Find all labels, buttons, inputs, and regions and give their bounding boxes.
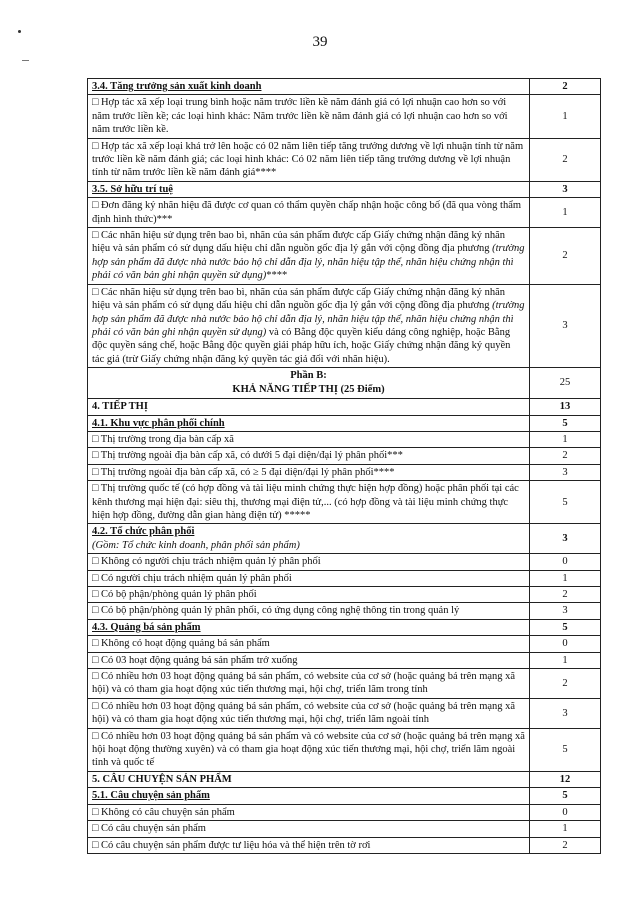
criterion-cell xyxy=(88,669,530,699)
criterion-row xyxy=(88,464,601,480)
part-header-row xyxy=(88,368,601,399)
criterion-cell xyxy=(88,804,530,820)
criterion-cell xyxy=(88,771,530,787)
criterion-text: □ Các nhãn hiệu sử dụng trên bao bì, nhãn của sản phẩm được cấp Giấy chứng nhận đăng ký nhãn hiệu và sản phẩm có sử dụng dấu hiệu chỉ dẫn nguồn gốc địa lý gắn với cộng đồng địa phương xyxy=(92,230,505,255)
criterion-text: □ Đơn đăng ký nhãn hiệu đã được cơ quan có thẩm quyền chấp nhận hoặc công bố (đã qua vòng thẩm định hình thức)*** xyxy=(92,200,522,225)
heading-text: 4.1. Khu vực phân phối chính xyxy=(92,417,225,429)
score-cell: 3 xyxy=(530,284,601,367)
criterion-text-tail: **** xyxy=(266,270,288,282)
score-cell: 3 xyxy=(530,698,601,728)
section-header-row xyxy=(88,771,601,787)
score-cell: 1 xyxy=(530,652,601,668)
criterion-cell xyxy=(88,619,530,635)
score-cell: 1 xyxy=(530,570,601,586)
criterion-row xyxy=(88,228,601,285)
criterion-cell xyxy=(88,399,530,415)
criterion-text: □ Thị trường quốc tế (có hợp đồng và tài liệu minh chứng thực hiện hợp đồng) hoặc phân phối tại các kênh thương mại hiện đại: siêu thị, thương mại điện tử,... (có hợp đồng và tài liệu minh chứng thực hiện hợp đồng, đường dẫn gian hàng điện tử) ***** xyxy=(92,483,519,521)
criterion-cell xyxy=(88,587,530,603)
criterion-text: □ Có nhiều hơn 03 hoạt động quảng bá sản phẩm, có website của cơ sở (hoặc quảng bá trên mạng xã hội) và có tham gia hoạt động xúc tiến thương mại, hội chợ, triển lãm ngoài tỉnh xyxy=(92,700,516,726)
criterion-cell xyxy=(88,138,530,181)
score-cell: 2 xyxy=(530,79,601,95)
criterion-cell xyxy=(88,415,530,431)
part-subtitle: KHẢ NĂNG TIẾP THỊ (25 Điểm) xyxy=(232,384,385,396)
score-cell: 25 xyxy=(530,368,601,399)
criterion-italic-note: (trường hợp sản phẩm đã được nhà nước bảo hộ chỉ dẫn địa lý, nhãn hiệu tập thể, nhãn hiệu chứng nhận thì phải có văn bản ghi nhận quyền sử dụng) xyxy=(92,243,525,282)
criterion-cell xyxy=(88,652,530,668)
criterion-row xyxy=(88,138,601,181)
ocop-scoring-table xyxy=(87,78,601,854)
criterion-row xyxy=(88,448,601,464)
criterion-text: □ Có 03 hoạt động quảng bá sản phẩm trở xuống xyxy=(92,654,298,666)
score-cell: 1 xyxy=(530,431,601,447)
score-cell: 0 xyxy=(530,804,601,820)
criterion-text: □ Có bộ phận/phòng quản lý phân phối xyxy=(92,589,257,600)
score-cell: 5 xyxy=(530,619,601,635)
score-cell: 2 xyxy=(530,587,601,603)
criterion-cell xyxy=(88,788,530,804)
criterion-row xyxy=(88,481,601,524)
criterion-row xyxy=(88,570,601,586)
heading-text: 3.4. Tăng trưởng sản xuất kinh doanh xyxy=(92,81,262,92)
heading-text: 4. TIẾP THỊ xyxy=(92,401,148,413)
score-cell: 3 xyxy=(530,181,601,197)
criterion-cell xyxy=(88,821,530,837)
subsection-header-row xyxy=(88,79,601,95)
page-number: 39 xyxy=(312,34,328,50)
criterion-text: □ Không có câu chuyện sản phẩm xyxy=(92,806,235,818)
criterion-cell xyxy=(88,181,530,197)
criterion-text: □ Không có hoạt động quảng bá sản phẩm xyxy=(92,638,270,650)
heading-underline xyxy=(92,418,225,429)
score-cell: 3 xyxy=(530,524,601,554)
score-cell: 3 xyxy=(530,603,601,619)
heading-note: (Gồm: Tổ chức kinh doanh, phân phối sản phẩm) xyxy=(92,539,300,551)
criterion-text: □ Hợp tác xã xếp loại trung bình hoặc năm trước liền kề năm đánh giá có lợi nhuận cao hơn so với năm trước liền kề; các loại hình khác: Năm trước liền kề năm đánh giá có lợi nhuận cao hơn so với năm trước liền kề. xyxy=(92,97,508,136)
criterion-cell xyxy=(88,603,530,619)
criterion-row xyxy=(88,198,601,228)
score-cell: 2 xyxy=(530,228,601,285)
criterion-cell xyxy=(88,728,530,771)
score-cell: 5 xyxy=(530,415,601,431)
scan-dash-mark xyxy=(22,60,29,61)
heading-text: 5. CÂU CHUYỆN SẢN PHẨM xyxy=(92,773,232,785)
criterion-cell xyxy=(88,228,530,285)
criterion-text: □ Các nhãn hiệu sử dụng trên bao bì, nhãn của sản phẩm được cấp Giấy chứng nhận đăng ký nhãn hiệu và sản phẩm có sử dụng dấu hiệu chỉ dẫn nguồn gốc địa lý gắn với cộng đồng địa phương xyxy=(92,286,505,312)
score-cell: 2 xyxy=(530,669,601,699)
score-cell: 2 xyxy=(530,138,601,181)
subsection-header-row xyxy=(88,788,601,804)
score-cell: 2 xyxy=(530,448,601,464)
criterion-cell xyxy=(88,570,530,586)
criterion-row xyxy=(88,603,601,619)
score-cell: 5 xyxy=(530,728,601,771)
score-cell: 5 xyxy=(530,481,601,524)
heading-underline xyxy=(92,184,173,195)
heading-underline xyxy=(92,622,201,633)
heading-underline xyxy=(92,81,261,92)
criterion-cell xyxy=(88,79,530,95)
criterion-row xyxy=(88,284,601,367)
criterion-text: □ Không có người chịu trách nhiệm quản lý phân phối xyxy=(92,556,321,568)
subsection-header-row xyxy=(88,415,601,431)
subsection-header-row xyxy=(88,524,601,554)
subsection-header-row xyxy=(88,619,601,635)
section-header-row xyxy=(88,399,601,415)
heading-underline xyxy=(92,526,194,537)
score-cell: 5 xyxy=(530,788,601,804)
criterion-cell xyxy=(88,837,530,853)
score-cell: 1 xyxy=(530,821,601,837)
criterion-italic-note: (trường hợp sản phẩm đã được nhà nước bảo hộ chỉ dẫn địa lý, nhãn hiệu tập thể, nhãn hiệu chứng nhận thì phải có văn bản ghi nhận quyền sử dụng) xyxy=(92,300,525,338)
heading-underline xyxy=(92,790,210,801)
criterion-cell xyxy=(88,636,530,652)
criterion-row xyxy=(88,837,601,853)
criterion-cell xyxy=(88,431,530,447)
heading-text: 3.5. Sở hữu trí tuệ xyxy=(92,183,173,195)
criterion-cell xyxy=(88,95,530,138)
criterion-cell xyxy=(88,554,530,570)
criterion-row xyxy=(88,652,601,668)
criterion-text: □ Có nhiều hơn 03 hoạt động quảng bá sản phẩm và có website của cơ sở (hoặc quảng bá trên mạng xã hội hoạt động thường xuyên) và có tham gia hoạt động xúc tiến thương mại, hội chợ, triển lãm ngoài tỉnh và quốc tế xyxy=(92,730,525,769)
criterion-text: □ Có nhiều hơn 03 hoạt động quảng bá sản phẩm, có website của cơ sở (hoặc quảng bá trên mạng xã hội) và có tham gia hoạt động xúc tiến thương mại, hội chợ, triển lãm trong tỉnh xyxy=(92,671,516,696)
criterion-row xyxy=(88,95,601,138)
criterion-row xyxy=(88,698,601,728)
criterion-text: □ Có người chịu trách nhiệm quản lý phân phối xyxy=(92,572,292,584)
criterion-text: □ Thị trường trong địa bàn cấp xã xyxy=(92,433,234,445)
criterion-cell xyxy=(88,284,530,367)
score-cell: 0 xyxy=(530,554,601,570)
criterion-cell xyxy=(88,481,530,524)
subsection-header-row xyxy=(88,181,601,197)
score-cell: 12 xyxy=(530,771,601,787)
score-cell: 0 xyxy=(530,636,601,652)
criterion-cell xyxy=(88,464,530,480)
criterion-row xyxy=(88,728,601,771)
criterion-row xyxy=(88,554,601,570)
score-cell: 13 xyxy=(530,399,601,415)
criterion-row xyxy=(88,431,601,447)
scoring-table-body xyxy=(88,79,601,854)
scan-dot-mark xyxy=(18,30,21,33)
criterion-row xyxy=(88,669,601,699)
criterion-text: □ Có bộ phận/phòng quản lý phân phối, có ứng dụng công nghệ thông tin trong quản lý xyxy=(92,605,460,617)
part-title: Phần B: xyxy=(290,370,327,382)
score-cell: 1 xyxy=(530,95,601,138)
criterion-text: □ Thị trường ngoài địa bàn cấp xã, có dưới 5 đại diện/đại lý phân phối*** xyxy=(92,450,403,462)
criterion-row xyxy=(88,587,601,603)
score-cell: 2 xyxy=(530,837,601,853)
heading-text: 4.2. Tổ chức phân phối xyxy=(92,526,195,538)
criterion-cell xyxy=(88,698,530,728)
criterion-row xyxy=(88,804,601,820)
criterion-cell xyxy=(88,524,530,554)
score-cell: 1 xyxy=(530,198,601,228)
criterion-text: □ Hợp tác xã xếp loại khá trở lên hoặc có 02 năm liên tiếp tăng trưởng dương về lợi nhuận tính từ năm trước liền kề năm đánh giá; các loại hình khác: Có 02 năm liên tiếp tăng trưởng dương về lợi nhuận tính từ năm trước liền kề năm đánh giá**** xyxy=(92,140,524,179)
criterion-cell xyxy=(88,368,530,399)
criterion-text: □ Có câu chuyện sản phẩm xyxy=(92,823,206,835)
criterion-text: □ Thị trường ngoài địa bàn cấp xã, có ≥ 5 đại diện/đại lý phân phối**** xyxy=(92,466,395,478)
criterion-text-tail: và có Bằng độc quyền kiểu dáng công nghiệp, hoặc Bằng độc quyền sáng chế, hoặc Bằng độc quyền giải pháp hữu ích, hoặc Giấy chứng nhận đăng ký quyền tác giả (trừ Giấy chứng nhận đăng ký quyền tác giả đối với nhãn hiệu). xyxy=(92,326,511,365)
criterion-cell xyxy=(88,198,530,228)
criterion-cell xyxy=(88,448,530,464)
criterion-row xyxy=(88,821,601,837)
heading-text: 5.1. Câu chuyện sản phẩm xyxy=(92,790,210,802)
criterion-row xyxy=(88,636,601,652)
heading-text: 4.3. Quảng bá sản phẩm xyxy=(92,621,201,633)
score-cell: 3 xyxy=(530,464,601,480)
criterion-text: □ Có câu chuyện sản phẩm được tư liệu hóa và thể hiện trên tờ rơi xyxy=(92,839,371,851)
